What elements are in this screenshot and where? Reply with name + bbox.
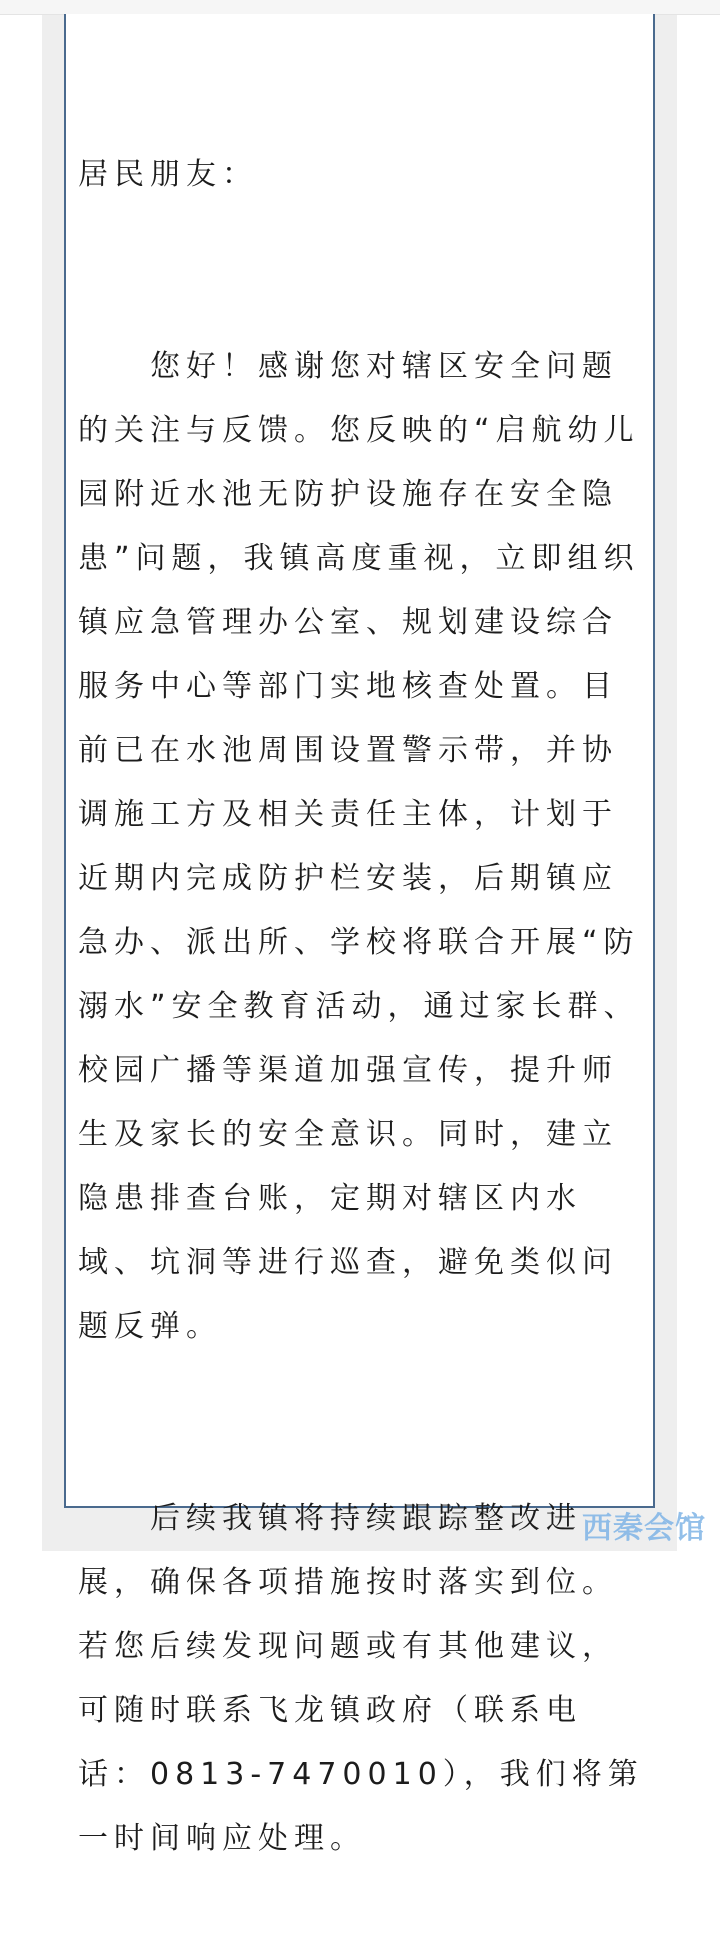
letter-paragraph-1: 您好！感谢您对辖区安全问题的关注与反馈。您反映的“启航幼儿园附近水池无防护设施存在安全隐患”问题，我镇高度重视，立即组织镇应急管理办公室、规划建设综合服务中心等部门实地核查处置。目前已在水池周围设置警示带，并协调施工方及相关责任主体，计划于近期内完成防护栏安装，后期镇应急办、派出所、学校将联合开展“防溺水”安全教育活动，通过家长群、校园广播等渠道加强宣传，提升师生及家长的安全意识。同时，建立隐患排查台账，定期对辖区内水域、坑洞等进行巡查，避免类似问题反弹。 — [78, 349, 640, 1344]
letter-paragraph-2: 后续我镇将持续跟踪整改进展，确保各项措施按时落实到位。若您后续发现问题或有其他建议，可随时联系飞龙镇政府（联系电话：0813-7470010），我们将第一时间响应处理。 — [78, 1501, 644, 1856]
letter-greeting: 居民朋友： — [78, 157, 258, 192]
watermark-logo: 西秦会馆 — [582, 1511, 706, 1546]
letter-body — [78, 15, 648, 1935]
top-strip — [0, 0, 720, 15]
